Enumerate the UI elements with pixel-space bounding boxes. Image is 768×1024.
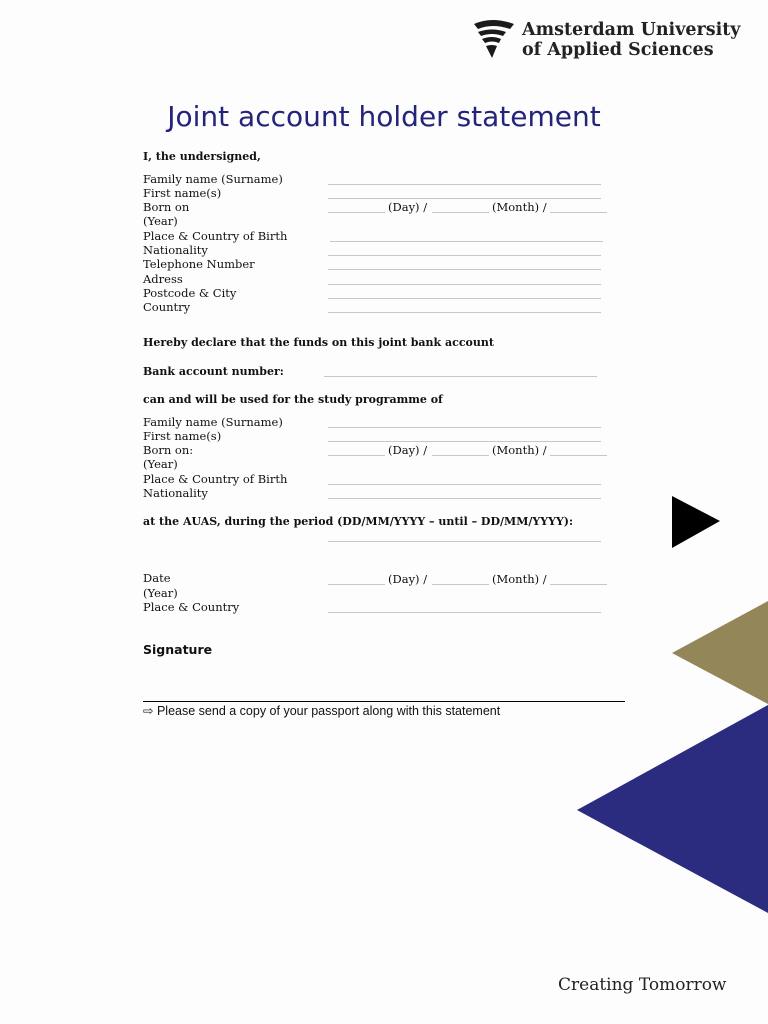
holder-telephone-label: Telephone Number [143, 257, 255, 271]
holder-born-year-field[interactable] [550, 212, 607, 213]
holder-nationality-field[interactable] [328, 255, 601, 256]
holder-nationality-label: Nationality [143, 243, 208, 257]
holder-first-names-label: First name(s) [143, 186, 222, 200]
student-nationality-label: Nationality [143, 486, 208, 500]
student-family-name-field[interactable] [328, 427, 601, 428]
signing-place-field[interactable] [328, 612, 601, 613]
signing-month-field[interactable] [432, 584, 489, 585]
student-born-day-field[interactable] [328, 455, 385, 456]
passport-note [143, 703, 500, 718]
student-first-names-field[interactable] [328, 441, 601, 442]
holder-day-label: (Day) / [388, 200, 428, 214]
signing-year-label: (Year) [143, 586, 178, 600]
signing-place-label: Place & Country [143, 600, 240, 614]
intro-text: I, the undersigned, [143, 150, 261, 163]
footer-tagline: Creating Tomorrow [558, 975, 727, 995]
signing-day-label: (Day) / [388, 572, 428, 586]
student-family-name-label: Family name (Surname) [143, 415, 283, 429]
holder-telephone-field[interactable] [328, 269, 601, 270]
holder-postcode-label: Postcode & City [143, 286, 237, 300]
student-nationality-field[interactable] [328, 498, 601, 499]
signature-label: Signature [143, 642, 213, 657]
signing-date-label: Date [143, 571, 171, 585]
signing-year-field[interactable] [550, 584, 607, 585]
holder-place-birth-field[interactable] [330, 241, 603, 242]
holder-born-day-field[interactable] [328, 212, 385, 213]
holder-born-month-field[interactable] [432, 212, 489, 213]
student-born-year-field[interactable] [550, 455, 607, 456]
holder-country-label: Country [143, 300, 191, 314]
holder-address-field[interactable] [328, 284, 601, 285]
student-place-birth-field[interactable] [328, 484, 601, 485]
period-text: at the AUAS, during the period (DD/MM/YYYY – until – DD/MM/YYYY): [143, 515, 574, 528]
navy-triangle-icon [577, 705, 768, 913]
student-born-month-field[interactable] [432, 455, 489, 456]
signing-month-label: (Month) / [492, 572, 547, 586]
holder-place-birth-label: Place & Country of Birth [143, 229, 288, 243]
university-logo-icon [470, 18, 516, 60]
holder-family-name-field[interactable] [328, 184, 601, 185]
period-field[interactable] [328, 541, 601, 542]
passport-note-text: Please send a copy of your passport along with this statement [156, 704, 501, 718]
holder-born-on-label: Born on [143, 200, 190, 214]
bank-account-field[interactable] [324, 376, 597, 377]
holder-postcode-field[interactable] [328, 298, 601, 299]
logo-text-line1: Amsterdam University [522, 20, 741, 40]
declaration-text: Hereby declare that the funds on this joint bank account [143, 336, 494, 349]
holder-first-names-field[interactable] [328, 198, 601, 199]
page-title: Joint account holder statement [167, 100, 601, 133]
study-programme-text: can and will be used for the study programme of [143, 393, 443, 406]
signing-day-field[interactable] [328, 584, 385, 585]
holder-month-label: (Month) / [492, 200, 547, 214]
arrow-right-icon: ⇨ [143, 704, 154, 718]
logo-text-line2: of Applied Sciences [522, 40, 714, 60]
holder-family-name-label: Family name (Surname) [143, 172, 283, 186]
holder-country-field[interactable] [328, 312, 601, 313]
black-triangle-icon [672, 496, 720, 548]
student-month-label: (Month) / [492, 443, 547, 457]
student-year-label: (Year) [143, 457, 178, 471]
student-place-birth-label: Place & Country of Birth [143, 472, 288, 486]
bank-account-label: Bank account number: [143, 365, 284, 378]
student-born-on-label: Born on: [143, 443, 194, 457]
holder-address-label: Adress [143, 272, 183, 286]
student-day-label: (Day) / [388, 443, 428, 457]
student-first-names-label: First name(s) [143, 429, 222, 443]
khaki-triangle-icon [672, 601, 768, 704]
signature-field[interactable] [143, 701, 625, 702]
holder-year-label: (Year) [143, 214, 178, 228]
